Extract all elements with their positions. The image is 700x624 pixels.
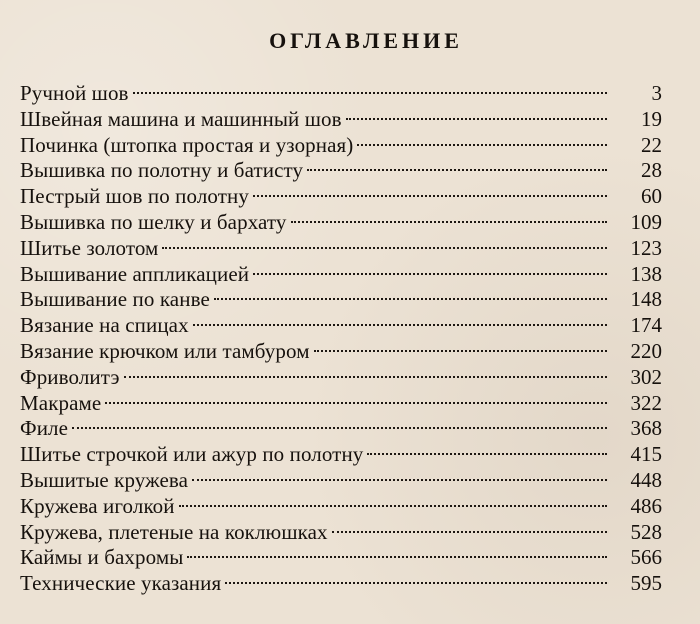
toc-entry-title: Вышивание по канве [20,287,210,312]
toc-page-number: 109 [630,209,662,234]
toc-entry-embroidered-lace [20,468,662,494]
toc-entry-title: Кружева иголкой [20,493,175,518]
dot-leader [291,221,607,223]
toc-page-number: 486 [630,493,662,518]
dot-leader [124,376,607,378]
dot-leader [193,324,607,326]
toc-page-number: 123 [630,235,662,260]
toc-entry-title: Шитье золотом [20,235,159,260]
toc-entry-silk-embroidery [20,210,662,236]
dot-leader [105,402,607,404]
toc-entry-title: Вышивка по полотну и батисту [20,158,304,183]
toc-page-number: 174 [630,313,662,338]
toc-entry-crochet [20,339,662,365]
toc-page-number: 415 [630,442,662,467]
dot-leader [187,556,607,558]
toc-entry-filet [20,416,662,442]
toc-entry-title: Шитье строчкой или ажур по полотну [20,442,364,467]
dot-leader [214,298,607,300]
toc-entry-title: Вышитые кружева [20,467,189,492]
toc-page-number: 28 [641,158,662,183]
toc-entry-bobbin-lace [20,520,662,546]
dot-leader [225,582,607,584]
dot-leader [367,453,607,455]
toc-entry-frivolite [20,365,662,391]
dot-leader [253,273,607,275]
toc-entry-borders-fringes [20,545,662,571]
toc-page-number: 60 [641,184,662,209]
toc-entry-drawn-thread-work [20,442,662,468]
toc-entry-title: Вязание крючком или тамбуром [20,338,310,363]
toc-page-number: 148 [630,287,662,312]
toc-entry-title: Филе [20,416,69,441]
toc-entry-title: Швейная машина и машинный шов [20,106,342,131]
toc-entry-title: Вышивание аппликацией [20,261,250,286]
dot-leader [357,144,607,146]
toc-page-number: 220 [630,338,662,363]
toc-page-number: 448 [630,467,662,492]
dot-leader [179,505,607,507]
toc-page-number: 302 [630,364,662,389]
toc-page-number: 595 [630,571,662,596]
dot-leader [72,427,607,429]
toc-page-number: 3 [651,81,662,105]
dot-leader [314,350,607,352]
dot-leader [307,169,607,171]
toc-page-number: 138 [630,261,662,286]
toc-page-number: 19 [641,106,662,131]
table-of-contents [20,81,662,597]
toc-entry-needle-lace [20,494,662,520]
toc-entry-title: Вязание на спицах [20,313,189,338]
toc-page-number: 322 [630,390,662,415]
dot-leader [253,195,607,197]
toc-entry-applique [20,262,662,288]
dot-leader [162,247,607,249]
toc-entry-title: Ручной шов [20,81,129,105]
toc-page-number: 566 [630,545,662,570]
toc-entry-title: Пестрый шов по полотну [20,184,249,209]
toc-entry-hand-seam [20,81,662,107]
toc-entry-title: Починка (штопка простая и узорная) [20,132,354,157]
toc-entry-sewing-machine [20,107,662,133]
toc-entry-colored-stitch [20,184,662,210]
toc-entry-title: Вышивка по шелку и бархату [20,209,287,234]
page-title: ОГЛАВЛЕНИЕ [269,28,463,53]
toc-entry-gold-work [20,236,662,262]
toc-entry-knitting-needles [20,313,662,339]
toc-page-number: 528 [630,519,662,544]
dot-leader [192,479,607,481]
toc-entry-title: Технические указания [20,571,222,596]
toc-page-number: 22 [641,132,662,157]
toc-entry-title: Макраме [20,390,102,415]
toc-entry-title: Каймы и бахромы [20,545,184,570]
dot-leader [133,92,607,94]
toc-entry-linen-embroidery [20,158,662,184]
toc-entry-canvas-embroidery [20,287,662,313]
toc-page-number: 368 [630,416,662,441]
toc-entry-mending [20,133,662,159]
dot-leader [346,118,607,120]
toc-entry-technical-notes [20,571,662,597]
toc-entry-macrame [20,391,662,417]
toc-entry-title: Фриволитэ [20,364,120,389]
toc-entry-title: Кружева, плетеные на коклюшках [20,519,328,544]
dot-leader [332,531,607,533]
